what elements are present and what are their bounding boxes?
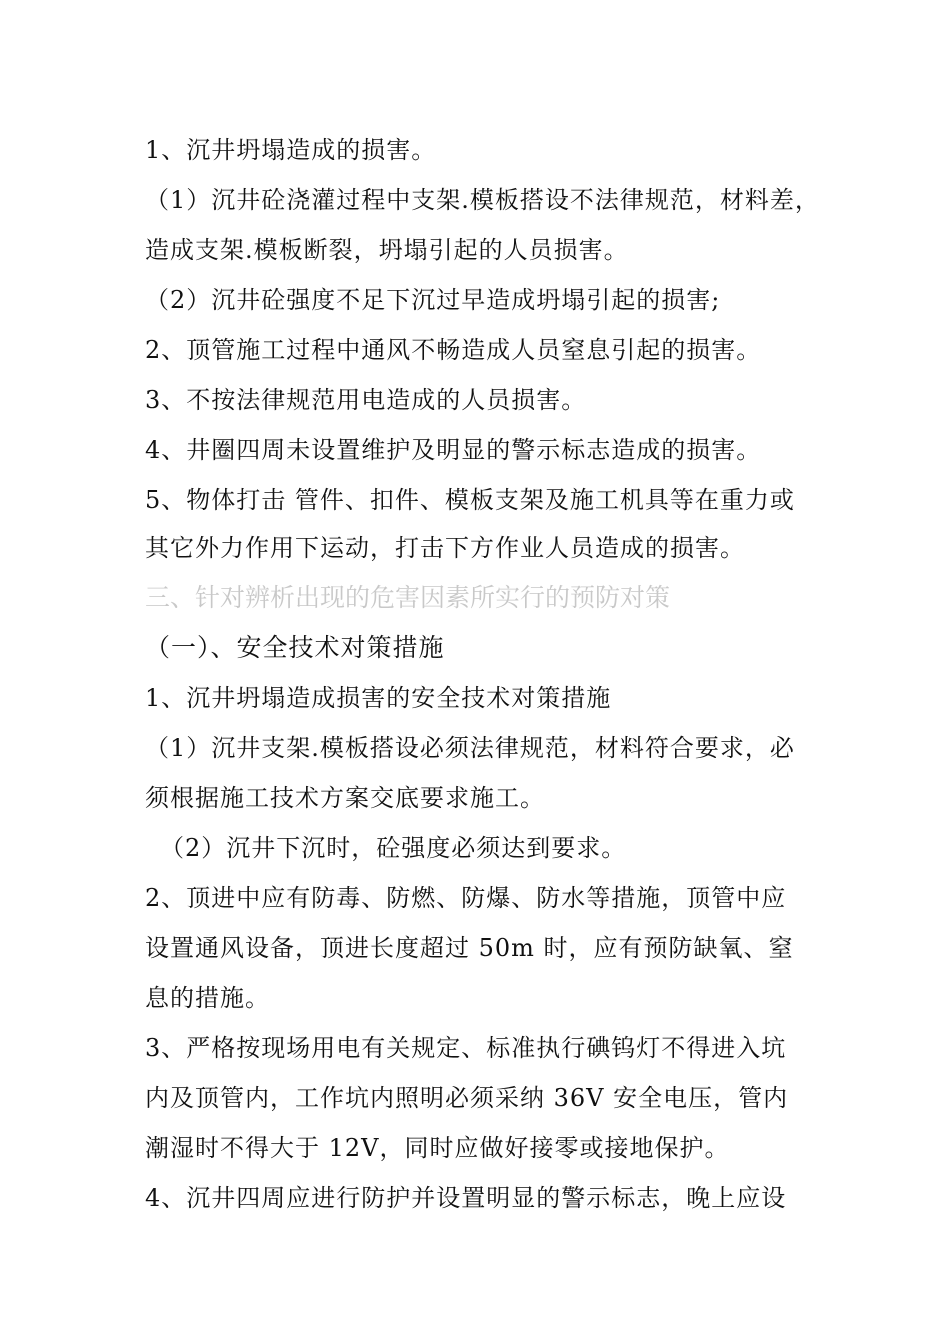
text-line-8: 5、物体打击 管件、扣件、模板支架及施工机具等在重力或 <box>145 486 795 514</box>
text-line-20: 内及顶管内，工作坑内照明必须采纳 36V 安全电压，管内 <box>145 1084 789 1112</box>
text-line-13: （1）沉井支架.模板搭设必须法律规范，材料符合要求，必 <box>145 734 795 762</box>
text-line-12: 1、沉井坍塌造成损害的安全技术对策措施 <box>145 684 612 712</box>
text-line-16: 2、顶进中应有防毒、防燃、防爆、防水等措施，顶管中应 <box>145 884 787 912</box>
text-line-9: 其它外力作用下运动，打击下方作业人员造成的损害。 <box>145 534 745 562</box>
text-line-6: 3、不按法律规范用电造成的人员损害。 <box>145 386 587 414</box>
text-line-7: 4、井圈四周未设置维护及明显的警示标志造成的损害。 <box>145 436 762 464</box>
text-line-14: 须根据施工技术方案交底要求施工。 <box>145 784 545 812</box>
text-line-1: 1、沉井坍塌造成的损害。 <box>145 136 437 164</box>
section-heading-faded: 三、针对辨析出现的危害因素所实行的预防对策 <box>145 583 671 612</box>
text-line-22: 4、沉井四周应进行防护并设置明显的警示标志，晚上应设 <box>145 1184 787 1212</box>
text-line-21: 潮湿时不得大于 12V，同时应做好接零或接地保护。 <box>145 1134 730 1162</box>
text-line-19: 3、严格按现场用电有关规定、标准执行碘钨灯不得进入坑 <box>145 1034 787 1062</box>
text-line-3: 造成支架.模板断裂，坍塌引起的人员损害。 <box>145 236 629 264</box>
text-line-4: （2）沉井砼强度不足下沉过早造成坍塌引起的损害; <box>145 286 721 314</box>
text-line-5: 2、顶管施工过程中通风不畅造成人员窒息引起的损害。 <box>145 336 762 364</box>
text-line-15: （2）沉井下沉时，砼强度必须达到要求。 <box>160 834 627 862</box>
text-line-2: （1）沉井砼浇灌过程中支架.模板搭设不法律规范，材料差， <box>145 186 820 214</box>
text-line-18: 息的措施。 <box>145 984 270 1012</box>
sub-heading: （一）、安全技术对策措施 <box>145 633 445 662</box>
text-line-17: 设置通风设备，顶进长度超过 50m 时，应有预防缺氧、窒 <box>145 934 794 962</box>
